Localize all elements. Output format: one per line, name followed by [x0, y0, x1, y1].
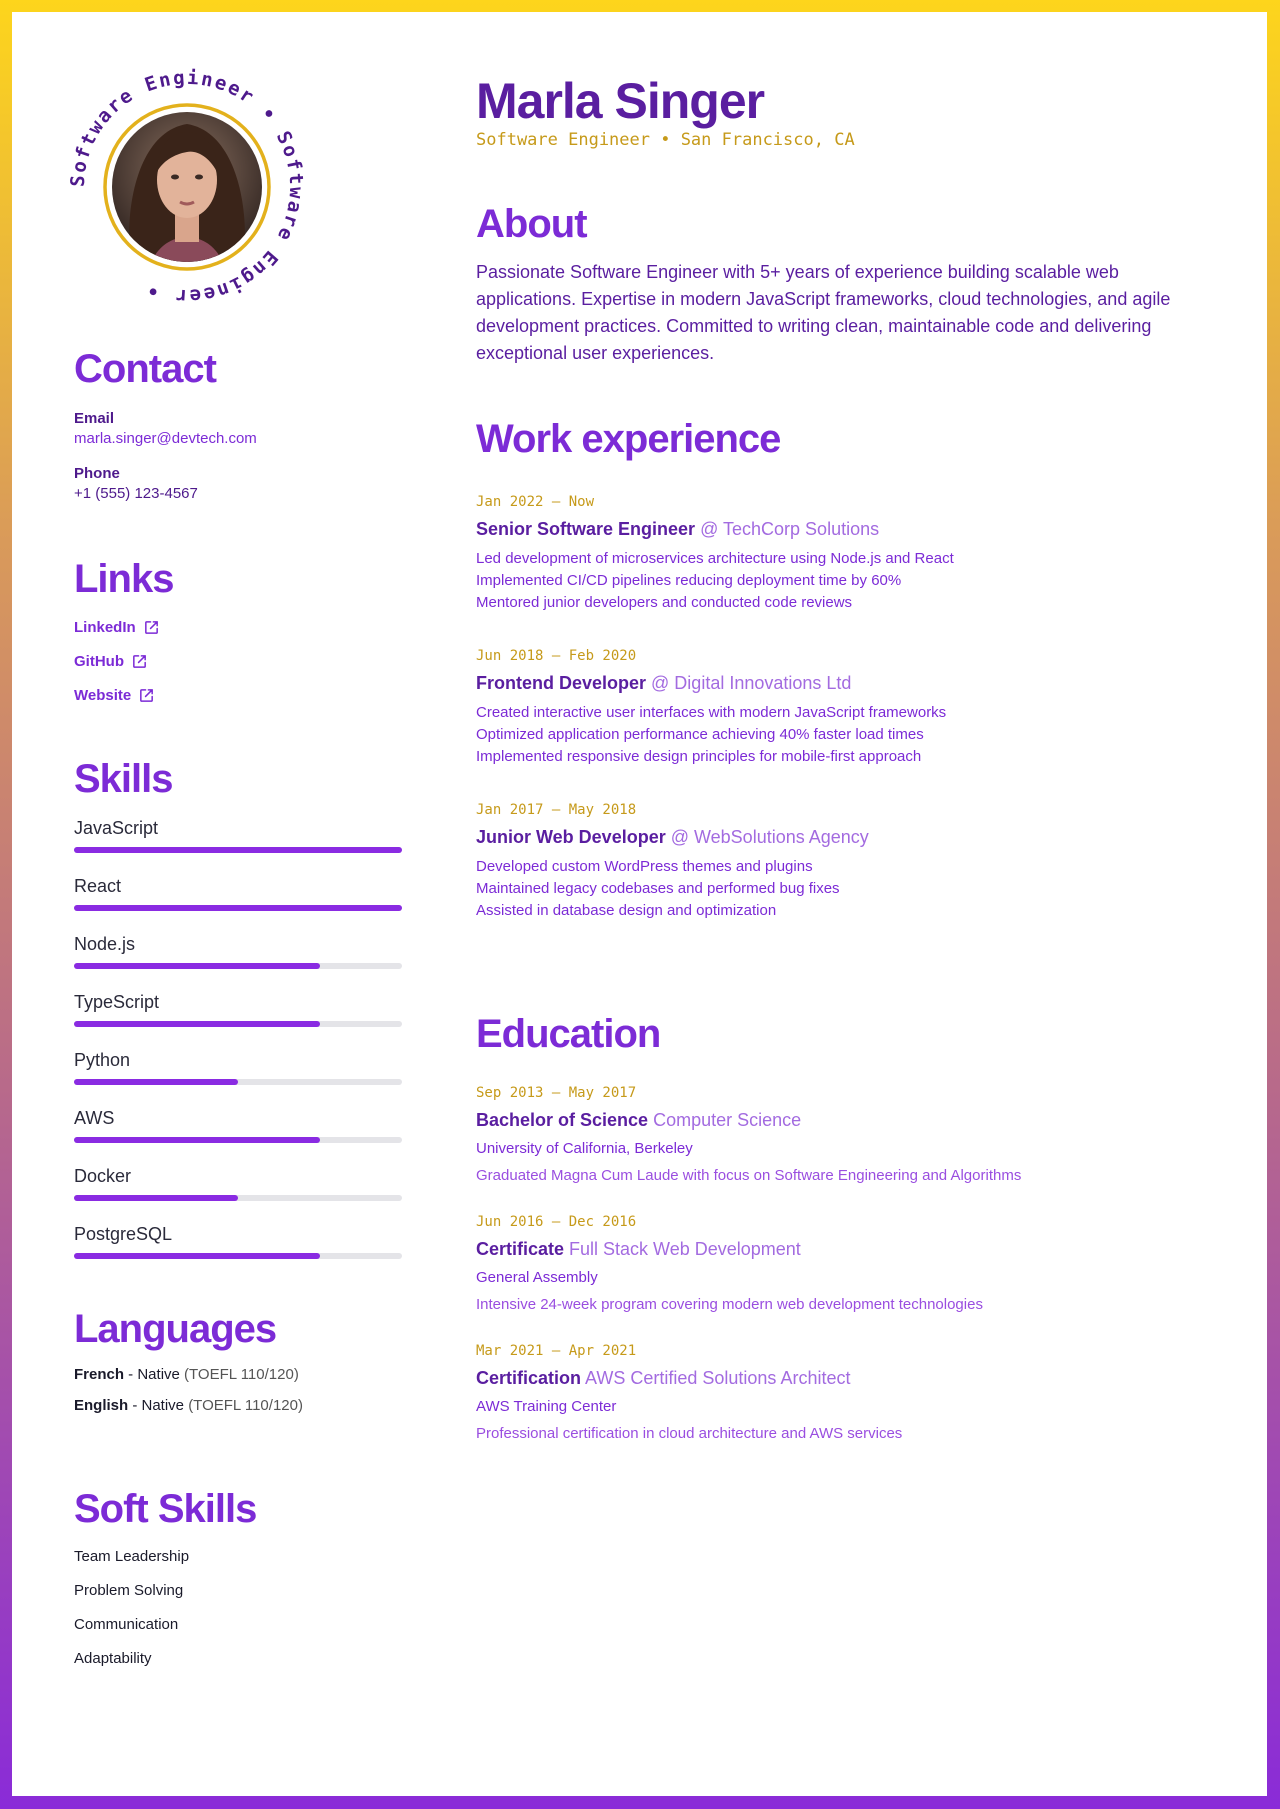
- skill-name: PostgreSQL: [74, 1224, 173, 1244]
- email-link[interactable]: marla.singer@devtech.com: [74, 430, 257, 447]
- language-level: - Native: [128, 1397, 189, 1414]
- external-link-icon: [138, 687, 155, 704]
- company-name: @ TechCorp Solutions: [695, 519, 880, 539]
- education-entry: [476, 1343, 1216, 1442]
- skill-name: JavaScript: [74, 818, 159, 838]
- link-github[interactable]: [74, 652, 173, 670]
- work-bullets: [476, 548, 1216, 614]
- work-list: [476, 494, 1216, 922]
- soft-skills-title: Soft Skills: [74, 1487, 257, 1531]
- external-link-icon: [131, 653, 148, 670]
- skill-item: [74, 924, 404, 982]
- skill-name: TypeScript: [74, 992, 160, 1012]
- languages-title: Languages: [74, 1307, 277, 1351]
- about-section: [476, 202, 1216, 367]
- skill-item: [74, 866, 404, 924]
- education-degree: [476, 1110, 1216, 1131]
- institution-name: General Assembly: [476, 1269, 598, 1286]
- links-section: [74, 557, 173, 704]
- skill-name: AWS: [74, 1108, 115, 1128]
- institution-name: University of California, Berkeley: [476, 1140, 693, 1157]
- work-role: [476, 673, 1216, 694]
- degree-name: Certificate: [476, 1239, 565, 1259]
- soft-skill-item: Communication: [74, 1616, 179, 1633]
- education-description: Intensive 24-week program covering modern web development technologies: [476, 1296, 983, 1313]
- language-name: French: [74, 1366, 125, 1383]
- avatar-badge: [62, 62, 312, 312]
- contact-section: [74, 347, 257, 502]
- work-bullets: [476, 856, 1216, 922]
- job-title: Junior Web Developer: [476, 827, 666, 847]
- link-website[interactable]: [74, 686, 173, 704]
- ring-text: Software Engineer • Software Engineer •: [66, 66, 308, 308]
- education-description: Graduated Magna Cum Laude with focus on Software Engineering and Algorithms: [476, 1167, 1022, 1184]
- soft-skill-item: Team Leadership: [74, 1548, 190, 1565]
- avatar-ring: [62, 62, 312, 312]
- language-level: - Native: [124, 1366, 185, 1383]
- skill-item: [74, 808, 404, 866]
- link-label: LinkedIn: [74, 618, 136, 636]
- degree-field: Full Stack Web Development: [564, 1239, 801, 1259]
- education-date: Sep 2013 — May 2017: [476, 1085, 637, 1101]
- work-role: [476, 519, 1216, 540]
- language-name: English: [74, 1397, 129, 1414]
- phone-label: Phone: [74, 465, 120, 482]
- resume-page: [12, 12, 1267, 1796]
- work-bullet: Assisted in database design and optimization: [476, 902, 777, 919]
- candidate-subtitle: Software Engineer • San Francisco, CA: [476, 130, 855, 150]
- skill-bar-track: [74, 1021, 402, 1027]
- skill-bar-fill: [74, 1253, 320, 1259]
- work-bullet: Optimized application performance achieving 40% faster load times: [476, 726, 924, 743]
- work-entry: [476, 648, 1216, 768]
- job-title: Frontend Developer: [476, 673, 647, 693]
- education-date: Jun 2016 — Dec 2016: [476, 1214, 637, 1230]
- education-degree: [476, 1239, 1216, 1260]
- education-title: Education: [476, 1012, 661, 1056]
- work-role: [476, 827, 1216, 848]
- work-bullet: Maintained legacy codebases and performed bug fixes: [476, 880, 840, 897]
- skill-name: Docker: [74, 1166, 132, 1186]
- institution-name: AWS Training Center: [476, 1398, 617, 1415]
- work-date: Jan 2017 — May 2018: [476, 802, 637, 818]
- work-bullet: Led development of microservices architecture using Node.js and React: [476, 550, 954, 567]
- skill-bar-fill: [74, 963, 320, 969]
- skill-bar-track: [74, 1137, 402, 1143]
- about-title: About: [476, 202, 587, 246]
- link-linkedin[interactable]: [74, 618, 173, 636]
- skill-bar-track: [74, 847, 402, 853]
- external-link-icon: [143, 619, 160, 636]
- work-date: Jun 2018 — Feb 2020: [476, 648, 637, 664]
- soft-skill-item: Problem Solving: [74, 1582, 184, 1599]
- company-name: @ WebSolutions Agency: [665, 827, 869, 847]
- skill-bar-track: [74, 1079, 402, 1085]
- work-entry: [476, 802, 1216, 922]
- degree-name: Certification: [476, 1368, 582, 1388]
- work-bullet: Implemented CI/CD pipelines reducing deployment time by 60%: [476, 572, 902, 589]
- work-bullets: [476, 702, 1216, 768]
- skill-bar-track: [74, 1195, 402, 1201]
- work-section: [476, 417, 1216, 922]
- job-title: Senior Software Engineer: [476, 519, 696, 539]
- candidate-name: Marla Singer: [476, 73, 765, 129]
- skill-bar-track: [74, 905, 402, 911]
- skill-item: [74, 1040, 404, 1098]
- work-entry: [476, 494, 1216, 614]
- work-bullet: Developed custom WordPress themes and plugins: [476, 858, 813, 875]
- education-description: Professional certification in cloud architecture and AWS services: [476, 1425, 903, 1442]
- education-degree: [476, 1368, 1216, 1389]
- education-list: [476, 1085, 1216, 1442]
- soft-skill-item: Adaptability: [74, 1650, 152, 1667]
- phone-value[interactable]: +1 (555) 123-4567: [74, 485, 198, 502]
- skill-bar-fill: [74, 1021, 320, 1027]
- language-item: [74, 1366, 303, 1383]
- degree-name: Bachelor of Science: [476, 1110, 649, 1130]
- soft-skills-section: [74, 1487, 256, 1668]
- skill-bar-fill: [74, 1137, 320, 1143]
- skills-list: [74, 808, 404, 1272]
- work-date: Jan 2022 — Now: [476, 494, 595, 510]
- skill-item: [74, 1214, 404, 1272]
- degree-field: AWS Certified Solutions Architect: [581, 1368, 851, 1388]
- education-entry: [476, 1085, 1216, 1184]
- work-bullet: Created interactive user interfaces with modern JavaScript frameworks: [476, 704, 947, 721]
- email-label: Email: [74, 410, 115, 427]
- skill-item: [74, 1098, 404, 1156]
- link-label: Website: [74, 686, 132, 704]
- link-label: GitHub: [74, 652, 124, 670]
- skill-item: [74, 1156, 404, 1214]
- skill-name: Python: [74, 1050, 131, 1070]
- links-title: Links: [74, 557, 174, 601]
- skill-item: [74, 982, 404, 1040]
- company-name: @ Digital Innovations Ltd: [646, 673, 852, 693]
- language-score: (TOEFL 110/120): [188, 1397, 303, 1414]
- skill-name: React: [74, 876, 122, 896]
- skills-title: Skills: [74, 757, 173, 801]
- education-section: [476, 1012, 1216, 1442]
- about-text: Passionate Software Engineer with 5+ years of experience building scalable web applications. Expertise in modern JavaScript frameworks, cloud technologies, and agile development practices. Committed to writing clean, maintainable code and delivering exceptional user experiences.: [476, 262, 1171, 363]
- skill-bar-fill: [74, 847, 402, 853]
- language-score: (TOEFL 110/120): [184, 1366, 299, 1383]
- work-title: Work experience: [476, 417, 781, 461]
- education-entry: [476, 1214, 1216, 1313]
- skill-bar-track: [74, 963, 402, 969]
- skill-name: Node.js: [74, 934, 136, 954]
- language-item: [74, 1397, 303, 1414]
- languages-section: [74, 1307, 303, 1414]
- education-date: Mar 2021 — Apr 2021: [476, 1343, 637, 1359]
- contact-title: Contact: [74, 347, 216, 391]
- skill-bar-fill: [74, 905, 402, 911]
- work-bullet: Mentored junior developers and conducted code reviews: [476, 594, 853, 611]
- skills-section: [74, 757, 404, 1272]
- work-bullet: Implemented responsive design principles for mobile-first approach: [476, 748, 922, 765]
- skill-bar-fill: [74, 1079, 238, 1085]
- skill-bar-track: [74, 1253, 402, 1259]
- skill-bar-fill: [74, 1195, 238, 1201]
- degree-field: Computer Science: [648, 1110, 802, 1130]
